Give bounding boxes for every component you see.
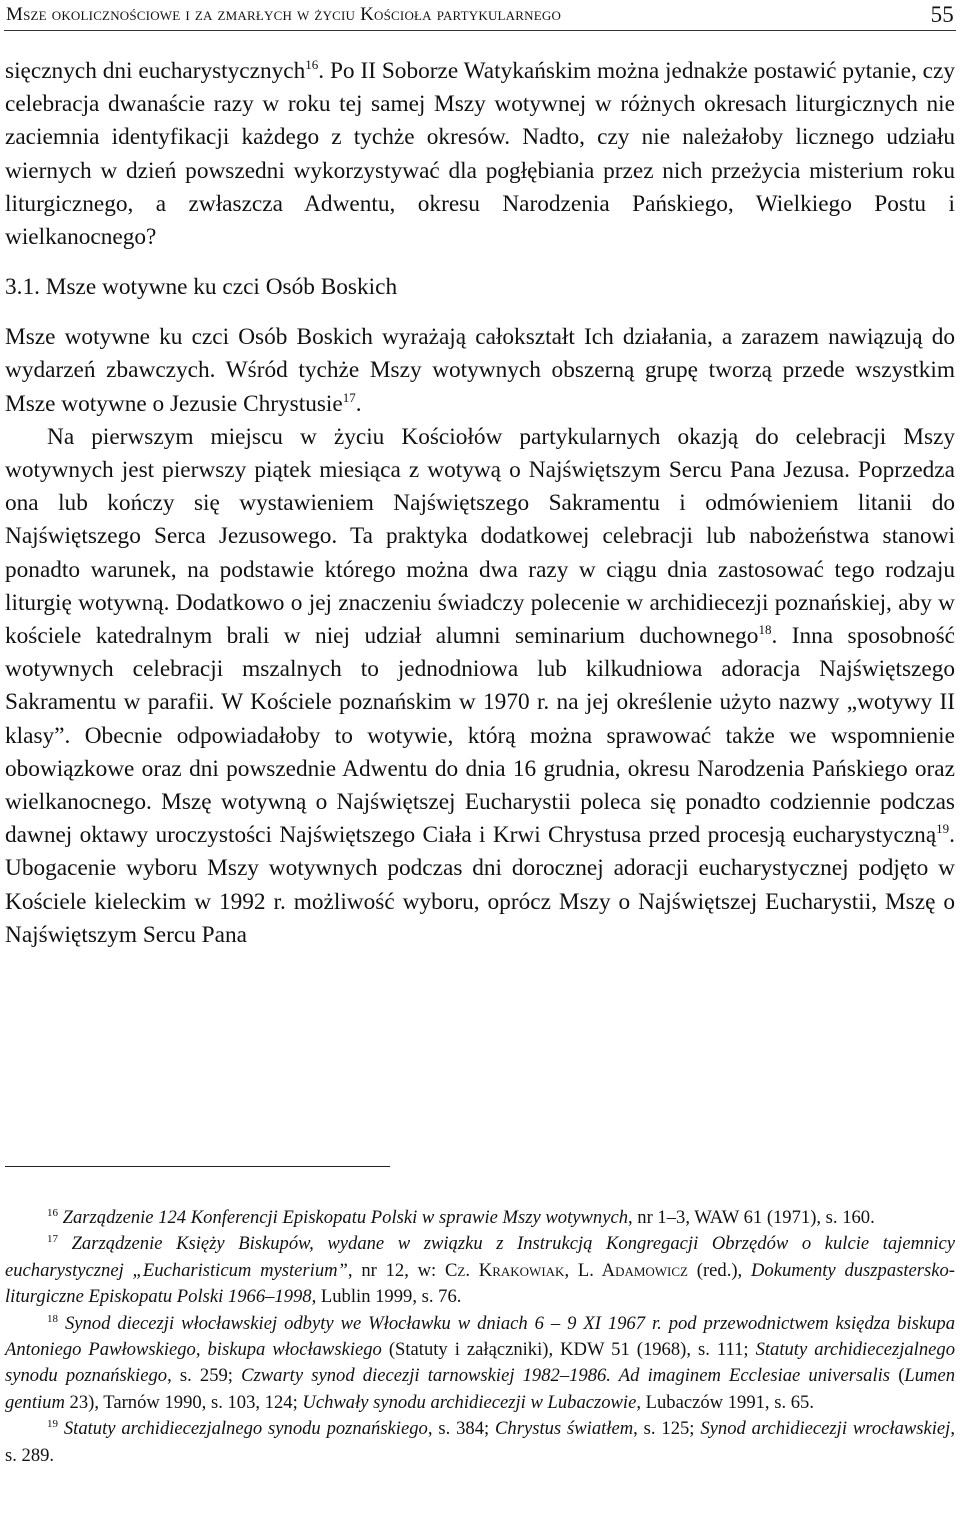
footnote-19 bbox=[5, 1416, 955, 1469]
footnote-separator bbox=[5, 1166, 390, 1167]
footnote-text: , Lublin 1999, s. 76. bbox=[311, 1286, 462, 1308]
footnote-text: , s. 125; bbox=[633, 1418, 701, 1440]
footnote-16 bbox=[5, 1205, 955, 1231]
footnote-text: , Lubaczów 1991, s. 65. bbox=[636, 1391, 814, 1413]
footnotes bbox=[5, 1205, 955, 1469]
footnote-title: Uchwały synodu archidiecezji w Lubaczowie bbox=[302, 1391, 637, 1413]
text-run: Na pierwszym miejscu w życiu Kościołów partykularnych okazją do celebracji Mszy wotywnych jest pierwszy piątek miesiąca z wotywą o Najświętszym Sercu Pana Jezusa. Poprzedza ona lub kończy się wystawieniem Najświętszego Sakramentu i odmówieniem litanii do Najświętszego Serca Jezusowego. Ta praktyka dodatkowej celebracji lub nabożeństwa stanowi ponadto warunek, na podstawie którego można dwa razy w ciągu dnia zastosować tego rodzaju liturgię wotywną. Dodatkowo o jej znaczeniu świadczy polecenie w archidiecezji poznańskiej, aby w kościele katedralnym brali w niej udział alumni seminarium duchownego bbox=[5, 423, 955, 650]
paragraph bbox=[5, 321, 955, 421]
text-run: . Inna sposobność wotywnych celebracji mszalnych to jednodniowa lub kilkudniowa adoracja Najświętszego Sakramentu w parafii. W Kościele poznańskim w 1970 r. na jej określenie użyto nazwy „wotywy II klasy”. Obecnie odpowiadałoby to wotywie, którą można sprawować także we wspomnienie obowiązkowe oraz dni powszednie Adwentu do dnia 16 grudnia, okresu Narodzenia Pańskiego oraz wielkanocnego. Mszę wotywną o Najświętszej Eucharystii poleca się ponadto codziennie podczas dawnej oktawy uroczystości Najświętszego Ciała i Krwi Chrystusa przed procesją eucharystyczną bbox=[5, 623, 955, 849]
footnote-title: Statuty archidiecezjalnego synodu poznańskiego bbox=[5, 1339, 955, 1387]
footnote-ref-17[interactable]: 17 bbox=[342, 389, 356, 405]
text-run: . bbox=[355, 390, 362, 417]
footnote-number: 19 bbox=[47, 1418, 58, 1431]
footnote-text: , bbox=[564, 1259, 578, 1281]
footnote-text: , s. 259; bbox=[167, 1365, 242, 1387]
footnote-title: Dokumenty duszpastersko-liturgiczne Episkopatu Polski 1966–1998 bbox=[5, 1259, 955, 1308]
text-run: Msze wotywne ku czci Osób Boskich wyrażają całokształt Ich działania, a zarazem nawiązują do wydarzeń zbawczych. Wśród tychże Mszy wotywnych obszerną grupę tworzą przede wszystkim Msze wotywne o Jezusie Chrystusie bbox=[5, 324, 955, 417]
section-heading: 3.1. Msze wotywne ku czci Osób Boskich bbox=[5, 274, 398, 301]
footnote-author: Cz. Krakowiak bbox=[445, 1259, 565, 1281]
footnote-text: ( bbox=[890, 1365, 905, 1387]
footnote-ref-18[interactable]: 18 bbox=[758, 622, 772, 638]
footnote-text: 23), Tarnów 1990, s. 103, 124; bbox=[64, 1391, 303, 1413]
paragraph-continued bbox=[5, 55, 955, 254]
footnote-title: Zarządzenie 124 Konferencji Episkopatu Polski w sprawie Mszy wotywnych bbox=[62, 1207, 628, 1228]
footnote-number: 16 bbox=[47, 1207, 58, 1219]
footnote-title: Lumen gentium bbox=[5, 1365, 956, 1413]
footnote-title: Chrystus światłem bbox=[495, 1418, 634, 1440]
main-text bbox=[5, 55, 955, 952]
running-header bbox=[6, 2, 954, 28]
page-number: 55 bbox=[930, 2, 954, 27]
footnote-18 bbox=[5, 1311, 955, 1417]
footnote-number: 18 bbox=[47, 1312, 58, 1325]
footnote-text: (Statuty i załączniki), KDW 51 (1968), s. 111; bbox=[381, 1339, 756, 1361]
footnote-title: Statuty archidiecezjalnego synodu poznańskiego bbox=[63, 1418, 428, 1440]
footnote-title: Czwarty synod diecezji tarnowskiej 1982–1986. Ad imaginem Ecclesiae universalis bbox=[241, 1365, 891, 1387]
footnote-author: L. Adamowicz bbox=[577, 1259, 688, 1281]
footnote-text: , nr 12, w: bbox=[347, 1259, 446, 1281]
footnote-text: , s. 289. bbox=[5, 1418, 955, 1466]
footnote-title: Synod diecezji włocławskiej odbyty we Włocławku w dniach 6 – 9 XI 1967 r. pod przewodnictwem księdza biskupa Antoniego Pawłowskiego, biskupa włocławskiego bbox=[5, 1312, 955, 1361]
footnote-17 bbox=[5, 1231, 955, 1310]
footnote-title: Synod archidiecezji wrocławskiej bbox=[700, 1418, 951, 1440]
footnote-ref-19[interactable]: 19 bbox=[936, 821, 950, 837]
header-rule bbox=[4, 30, 956, 31]
text-run: . Ubogacenie wyboru Mszy wotywnych podczas dni dorocznej adoracji eucharystycznej podjęto w Kościele kieleckim w 1992 r. możliwość wyboru, oprócz Mszy o Najświętszej Eucharystii, Mszę o Najświętszym Sercu Pana bbox=[5, 822, 955, 948]
text-run: sięcznych dni eucharystycznych bbox=[5, 58, 306, 84]
footnote-ref-16[interactable]: 16 bbox=[305, 57, 319, 72]
footnote-text: (red.), bbox=[688, 1259, 751, 1281]
paragraph bbox=[5, 421, 955, 952]
footnote-text: , nr 1–3, WAW 61 (1971), s. 160. bbox=[628, 1207, 875, 1228]
running-title: Msze okolicznościowe i za zmarłych w życiu Kościoła partykularnego bbox=[6, 4, 562, 25]
text-run: . Po II Soborze Watykańskim można jednakże postawić pytanie, czy celebracja dwanaście razy w roku tej samej Mszy wotywnej w różnych okresach liturgicznych nie zaciemnia identyfikacji każdego z tychże okresów. Nadto, czy nie należałoby licznego udziału wiernych w dzień powszedni wykorzystywać dla pogłębiania przez nich przeżycia misterium roku liturgicznego, a zwłaszcza Adwentu, okresu Narodzenia Pańskiego, Wielkiego Postu i wielkanocnego? bbox=[5, 58, 955, 251]
footnote-title: Zarządzenie Księży Biskupów, wydane w związku z Instrukcją Kongregacji Obrzędów o kulcie tajemnicy eucharystycznej „Eucharisticum mysterium” bbox=[5, 1233, 955, 1281]
footnote-text: , s. 384; bbox=[427, 1418, 496, 1440]
footnote-number: 17 bbox=[47, 1233, 58, 1246]
